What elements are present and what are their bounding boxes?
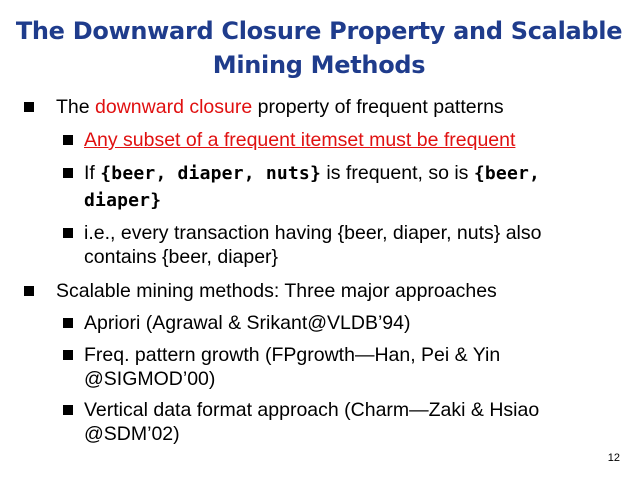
sub-bullet-ie-line1: i.e., every transaction having {beer, diaper, nuts} also: [84, 222, 542, 244]
title-line-1: The Downward Closure Property and Scalable: [15, 17, 623, 45]
example-itemset-code: {beer, diaper, nuts}: [100, 163, 322, 184]
page-number: 12: [607, 452, 620, 464]
example-subset-code-part1: {beer,: [473, 163, 541, 184]
bullet-square-icon: [63, 318, 73, 328]
sub-bullet-example: [84, 161, 540, 186]
bullet-square-icon: [63, 168, 73, 178]
sub-bullet-vertical-line1: Vertical data format approach (Charm—Zaki & Hsiao: [84, 399, 540, 421]
example-pre: If: [84, 162, 101, 184]
sub-bullet-vertical-line2: @SDM’02): [84, 423, 180, 445]
bullet-text-pre: The: [56, 96, 96, 118]
sub-bullet-apriori: Apriori (Agrawal & Srikant@VLDB’94): [84, 312, 411, 334]
bullet-square-icon: [63, 228, 73, 238]
slide-title: [14, 14, 624, 82]
sub-bullet-ie-line2: contains {beer, diaper}: [84, 246, 279, 268]
bullet-square-icon: [24, 102, 34, 112]
bullet-square-icon: [24, 286, 34, 296]
title-line-2: Mining Methods: [212, 51, 426, 79]
bullet-downward-closure: [56, 95, 504, 119]
bullet-scalable-methods: Scalable mining methods: Three major approaches: [56, 280, 497, 302]
bullet-square-icon: [63, 405, 73, 415]
sub-bullet-subset-rule: Any subset of a frequent itemset must be frequent: [84, 129, 516, 151]
example-subset-code-part2: diaper}: [84, 190, 162, 211]
bullet-text-post: property of frequent patterns: [252, 96, 504, 118]
example-mid: is frequent, so is: [321, 162, 474, 184]
bullet-square-icon: [63, 135, 73, 145]
bullet-square-icon: [63, 350, 73, 360]
highlight-downward-closure: downward closure: [95, 96, 253, 118]
sub-bullet-fpgrowth-line2: @SIGMOD’00): [84, 368, 216, 390]
sub-bullet-example-cont: [84, 188, 161, 213]
sub-bullet-fpgrowth-line1: Freq. pattern growth (FPgrowth—Han, Pei & Yin: [84, 344, 501, 366]
